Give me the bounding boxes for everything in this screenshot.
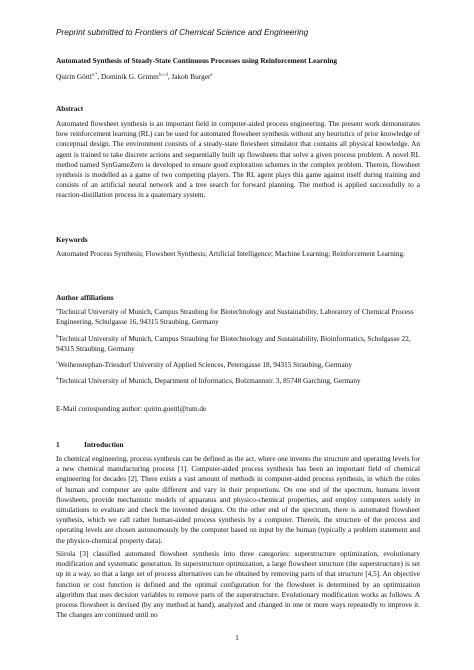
running-header: Preprint submitted to Frontiers of Chemical Science and Engineering	[56, 27, 309, 37]
abstract-text: Automated flowsheet synthesis is an important field in computer-aided process engineering. The present work demonstrates how reinforcement learning (RL) can be used for automated flowsheet synthesis without any heuristics of prior knowledge of conceptual design. The environment consists of a steady-state flowsheet simulator that contains all physical knowledge. An agent is trained to take discrete actions and sequentially built up flowsheets that solve a given process problem. A novel RL method named SynGameZero is developed to ensure good exploration schemes in the complex problem. Therein, flowsheet synthesis is modelled as a game of two competing players. The RL agent plays this game against itself during training and consists of an artificial neural network and a tree search for forward planning. The method is applied successfully to a reaction-distillation process in a quaternary system.	[56, 120, 420, 200]
affiliation-entry	[56, 376, 420, 386]
paper-title: Automated Synthesis of Steady-State Continuous Processes using Reinforcement Learning	[56, 56, 338, 65]
affiliation-text: Weihenstephan-Triesdorf University of Applied Sciences, Petersgasse 18, 94315 Straubing, Germany	[58, 361, 352, 369]
section-number: 1	[56, 440, 60, 449]
author-name: Jakob Burger	[171, 72, 211, 81]
affiliation-text: Technical University of Munich, Campus Straubing for Biotechnology and Sustainability, Bioinformatics, Schulgasse 22, 94315 Straubing, Germany	[56, 335, 411, 354]
affiliation-entry	[56, 307, 420, 327]
keywords-text: Automated Process Synthesis; Flowsheet Synthesis; Artificial Intelligence; Machine Learning; Reinforcement Learning.	[56, 250, 405, 258]
section-heading-introduction	[56, 440, 431, 449]
author-separator: ,	[97, 72, 102, 81]
body-paragraph: Siirola [3] classified automated flowsheet synthesis into three categories: superstructure optimization, evolutionary modification and systematic generation. In superstructure optimization, a large flowsheet structure (the superstructure) is set up in a way, so that a large set of process alternatives can be obtained by removing parts of that structure [4,5]. An objective function or cost function is defined and the optimal configuration for the flowsheet is determined by an optimization algorithm that uses decision variables to remove parts of the superstructure. Evolutionary modification works as follows: A process flowsheet is devised (by any method at hand), analyzed and changed in one or more ways repeatedly to improve it. The changes are continued until no	[56, 550, 420, 620]
author-separator: ,	[167, 72, 172, 81]
affiliation-entry	[56, 334, 420, 354]
affiliation-text: Technical University of Munich, Department of Informatics, Bolzmannstr. 3, 85748 Garching, Germany	[58, 377, 361, 385]
affiliation-entry	[56, 360, 420, 370]
affiliation-text: Technical University of Munich, Campus Straubing for Biotechnology and Sustainability, Laboratory of Chemical Process Engineering, Schulgasse 16, 94315 Straubing, Germany	[56, 308, 414, 327]
affiliations-heading: Author affiliations	[56, 293, 114, 302]
abstract-heading: Abstract	[56, 104, 84, 113]
affiliation-label: d	[56, 375, 59, 381]
body-paragraph: In chemical engineering, process synthesis can be defined as the act, where one invents the structure and operating levels for a new chemical manufacturing process [1]. Computer-aided process synthesis has been an important field of chemical engineering for decades [2]. There exists a vast amount of methods in computer-aided process synthesis, in which the roles of human and computer are quite different and vary in their proportions. On one end of the spectrum, humans invent flowsheets, provide mechanistic models of apparatus and physico-chemical properties, and employ computers solely in simulations to evaluate and check the invented designs. On the other end of the spectrum, there is automated flowsheet synthesis, which we call rather human-aided process synthesis by a computer. Therein, the structure of the process and operating levels are chosen autonomously by the computer based on input by the human (typically a problem statement and the physico-chemical property data).	[56, 455, 420, 545]
affiliation-label: c	[56, 359, 59, 365]
author-affiliation-marker: a,*	[91, 71, 98, 77]
author-affiliation-marker: a	[210, 71, 213, 77]
keywords-heading: Keywords	[56, 235, 88, 244]
author-name: Quirin Göttl	[56, 72, 92, 81]
author-affiliation-marker: b,c,d	[158, 71, 168, 77]
corresponding-author-email: E-Mail corresponding author: quirin.goettl@tum.de	[56, 405, 207, 413]
affiliation-label: a	[56, 306, 59, 312]
author-name: Dominik G. Grimm	[101, 72, 159, 81]
section-title: Introduction	[84, 440, 124, 449]
page-number: 1	[235, 633, 239, 642]
affiliation-label: b	[56, 333, 59, 339]
author-list	[56, 72, 431, 81]
